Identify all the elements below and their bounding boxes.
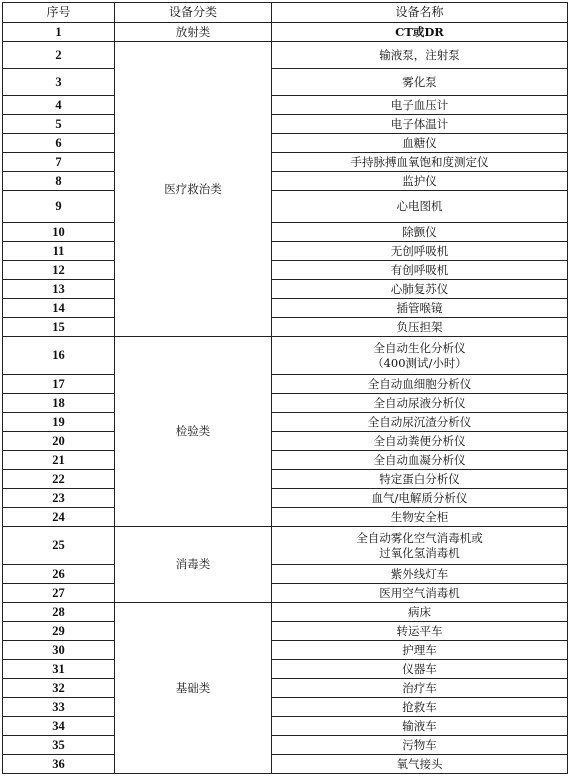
device-name-cell xyxy=(272,115,568,134)
row-index: 32 xyxy=(3,679,115,698)
row-index: 36 xyxy=(3,755,115,774)
table-row xyxy=(3,679,568,698)
table-row xyxy=(3,172,568,191)
device-name: 仪器车 xyxy=(402,661,437,676)
row-index: 8 xyxy=(3,172,115,191)
device-name: 全自动血凝分析仪 xyxy=(373,452,466,467)
device-name-cell xyxy=(272,134,568,153)
row-index: 7 xyxy=(3,153,115,172)
table-row xyxy=(3,153,568,172)
device-name-cell xyxy=(272,432,568,451)
device-name: 输液车 xyxy=(402,718,437,733)
device-name-cell xyxy=(272,42,568,69)
table-row xyxy=(3,489,568,508)
device-name-cell xyxy=(272,755,568,774)
row-index: 13 xyxy=(3,280,115,299)
table-row xyxy=(3,508,568,527)
header-row xyxy=(3,3,568,23)
row-index: 16 xyxy=(3,337,115,375)
device-name: 电子体温计 xyxy=(390,116,449,131)
row-index: 19 xyxy=(3,413,115,432)
device-name: 转运平车 xyxy=(396,623,443,638)
device-name: 全自动粪便分析仪 xyxy=(373,433,466,448)
device-name: 插管喉镜 xyxy=(396,300,443,315)
device-name: 血糖仪 xyxy=(402,135,437,150)
device-name-cell xyxy=(272,527,568,565)
row-index: 14 xyxy=(3,299,115,318)
table-row xyxy=(3,736,568,755)
device-name-cell xyxy=(272,660,568,679)
device-name: 全自动尿液分析仪 xyxy=(373,395,466,410)
table-row xyxy=(3,413,568,432)
device-name-cell xyxy=(272,337,568,375)
device-name: 除颤仪 xyxy=(402,224,437,239)
row-index: 1 xyxy=(3,23,115,42)
device-name-cell xyxy=(272,153,568,172)
table-row xyxy=(3,375,568,394)
device-name: 监护仪 xyxy=(402,173,437,188)
device-name: 手持脉搏血氧饱和度测定仪 xyxy=(350,154,489,169)
device-name-cell xyxy=(272,223,568,242)
row-index: 31 xyxy=(3,660,115,679)
device-name-line2: 过氧化氢消毒机 xyxy=(379,545,460,560)
row-index: 23 xyxy=(3,489,115,508)
table-row xyxy=(3,42,568,69)
device-name: 氧气接头 xyxy=(396,756,443,771)
table-row xyxy=(3,318,568,337)
device-name-cell xyxy=(272,489,568,508)
category-cell: 检验类 xyxy=(115,337,272,527)
device-name: 护理车 xyxy=(402,642,437,657)
row-index: 9 xyxy=(3,191,115,223)
device-name: 输液泵，注射泵 xyxy=(379,47,460,62)
table-row xyxy=(3,622,568,641)
table-row xyxy=(3,115,568,134)
device-name-cell xyxy=(272,603,568,622)
table-row xyxy=(3,717,568,736)
device-name: 雾化泵 xyxy=(402,74,437,89)
category-cell: 放射类 xyxy=(115,23,272,42)
device-name: 全自动雾化空气消毒机或 xyxy=(356,530,483,545)
device-name-cell xyxy=(272,622,568,641)
device-name: 病床 xyxy=(408,604,431,619)
device-name-cell xyxy=(272,23,568,42)
table-row xyxy=(3,261,568,280)
table-row xyxy=(3,299,568,318)
table-row xyxy=(3,527,568,565)
table-row xyxy=(3,451,568,470)
table-row xyxy=(3,660,568,679)
device-name: 有创呼吸机 xyxy=(390,262,449,277)
device-name-cell xyxy=(272,318,568,337)
device-name: 治疗车 xyxy=(402,680,437,695)
device-name: 心肺复苏仪 xyxy=(390,281,449,296)
table-row xyxy=(3,641,568,660)
device-name: 抢救车 xyxy=(402,699,437,714)
device-name-cell xyxy=(272,96,568,115)
device-name-cell xyxy=(272,69,568,96)
device-name: 电子血压计 xyxy=(390,97,449,112)
row-index: 25 xyxy=(3,527,115,565)
device-name: 医用空气消毒机 xyxy=(379,585,460,600)
table-row xyxy=(3,191,568,223)
device-name-cell xyxy=(272,717,568,736)
row-index: 26 xyxy=(3,565,115,584)
device-name-cell xyxy=(272,172,568,191)
table-row xyxy=(3,755,568,774)
row-index: 33 xyxy=(3,698,115,717)
table-row xyxy=(3,23,568,42)
row-index: 4 xyxy=(3,96,115,115)
device-name: 全自动尿沉渣分析仪 xyxy=(367,414,472,429)
table-row xyxy=(3,242,568,261)
row-index: 10 xyxy=(3,223,115,242)
device-name-cell xyxy=(272,508,568,527)
table-body xyxy=(3,23,568,774)
device-name: 特定蛋白分析仪 xyxy=(379,471,460,486)
device-name: CT或DR xyxy=(395,24,444,39)
row-index: 18 xyxy=(3,394,115,413)
device-name-cell xyxy=(272,191,568,223)
equipment-table xyxy=(2,2,568,774)
table-row xyxy=(3,698,568,717)
category-cell: 消毒类 xyxy=(115,527,272,603)
table-row xyxy=(3,470,568,489)
device-name-cell xyxy=(272,736,568,755)
header-category: 设备分类 xyxy=(115,3,272,23)
table-row xyxy=(3,223,568,242)
row-index: 29 xyxy=(3,622,115,641)
row-index: 24 xyxy=(3,508,115,527)
device-name-cell xyxy=(272,299,568,318)
table-row xyxy=(3,432,568,451)
device-name: 生物安全柜 xyxy=(390,509,449,524)
device-name: 血气/电解质分析仪 xyxy=(371,490,468,505)
row-index: 11 xyxy=(3,242,115,261)
row-index: 27 xyxy=(3,584,115,603)
table-row xyxy=(3,603,568,622)
row-index: 3 xyxy=(3,69,115,96)
row-index: 21 xyxy=(3,451,115,470)
row-index: 6 xyxy=(3,134,115,153)
row-index: 15 xyxy=(3,318,115,337)
device-name: 负压担架 xyxy=(396,319,443,334)
device-name: 污物车 xyxy=(402,737,437,752)
table-row xyxy=(3,96,568,115)
device-name: 全自动血细胞分析仪 xyxy=(367,376,472,391)
row-index: 28 xyxy=(3,603,115,622)
row-index: 30 xyxy=(3,641,115,660)
category-cell: 医疗救治类 xyxy=(115,42,272,337)
row-index: 2 xyxy=(3,42,115,69)
table-row xyxy=(3,134,568,153)
row-index: 5 xyxy=(3,115,115,134)
device-name: 无创呼吸机 xyxy=(390,243,449,258)
category-cell: 基础类 xyxy=(115,603,272,774)
table-row xyxy=(3,394,568,413)
device-name-cell xyxy=(272,280,568,299)
row-index: 20 xyxy=(3,432,115,451)
device-name-cell xyxy=(272,584,568,603)
device-name-line2: （400测试/小时） xyxy=(372,355,467,370)
device-name-cell xyxy=(272,413,568,432)
device-name: 心电图机 xyxy=(396,199,443,213)
table-row xyxy=(3,280,568,299)
device-name-cell xyxy=(272,470,568,489)
device-name: 紫外线灯车 xyxy=(390,566,449,581)
row-index: 34 xyxy=(3,717,115,736)
row-index: 35 xyxy=(3,736,115,755)
device-name-cell xyxy=(272,698,568,717)
row-index: 17 xyxy=(3,375,115,394)
row-index: 12 xyxy=(3,261,115,280)
device-name-cell xyxy=(272,451,568,470)
device-name-cell xyxy=(272,394,568,413)
device-name-cell xyxy=(272,679,568,698)
header-device-name: 设备名称 xyxy=(272,3,568,23)
device-name: 全自动生化分析仪 xyxy=(373,340,466,355)
device-name-cell xyxy=(272,565,568,584)
device-name-cell xyxy=(272,242,568,261)
table-row xyxy=(3,584,568,603)
table-row xyxy=(3,565,568,584)
table-row xyxy=(3,69,568,96)
table-row xyxy=(3,337,568,375)
device-name-cell xyxy=(272,641,568,660)
header-index: 序号 xyxy=(3,3,115,23)
row-index: 22 xyxy=(3,470,115,489)
device-name-cell xyxy=(272,375,568,394)
device-name-cell xyxy=(272,261,568,280)
